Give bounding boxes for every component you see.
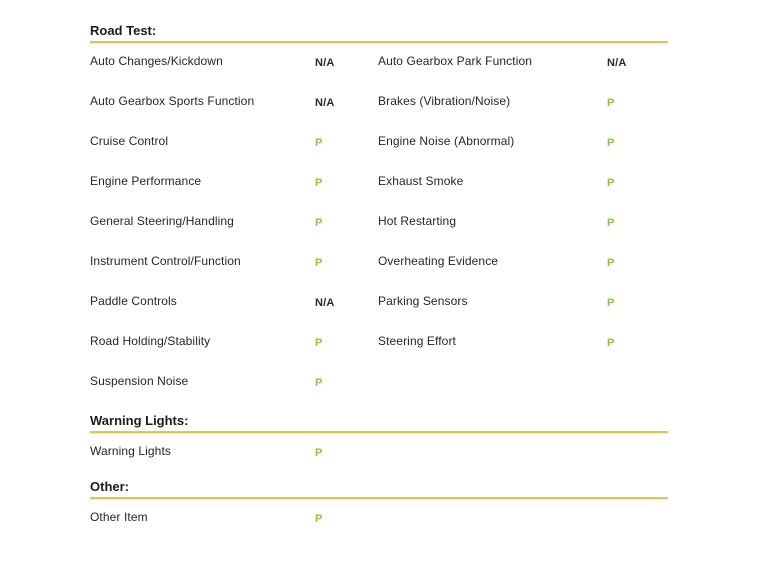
status-value: P (607, 137, 615, 149)
item-label: Engine Noise (Abnormal) (378, 134, 515, 148)
item-label: Auto Gearbox Sports Function (90, 94, 255, 108)
status-value: N/A (315, 297, 335, 309)
status-value: P (315, 513, 323, 525)
section-rows (90, 438, 668, 478)
item-label: Auto Changes/Kickdown (90, 54, 223, 68)
item-label: Parking Sensors (378, 294, 468, 308)
inspection-row (90, 248, 668, 288)
status-value: P (607, 337, 615, 349)
inspection-row (90, 168, 668, 208)
item-label: Auto Gearbox Park Function (378, 54, 533, 68)
inspection-row (90, 88, 668, 128)
status-value: N/A (315, 97, 335, 109)
item-label: Overheating Evidence (378, 254, 499, 268)
item-label: General Steering/Handling (90, 214, 234, 228)
status-value: N/A (607, 57, 627, 69)
inspection-row (90, 504, 668, 544)
section-road-test (90, 24, 668, 408)
item-label: Suspension Noise (90, 374, 189, 388)
section-rows (90, 48, 668, 408)
status-value: P (315, 337, 323, 349)
status-value: P (315, 257, 323, 269)
item-label: Warning Lights (90, 444, 171, 458)
status-value: P (607, 297, 615, 309)
status-value: P (315, 377, 323, 389)
inspection-row (90, 288, 668, 328)
inspection-row (90, 208, 668, 248)
section-title: Other: (90, 480, 668, 499)
status-value: P (607, 257, 615, 269)
status-value: N/A (315, 57, 335, 69)
item-label: Paddle Controls (90, 294, 177, 308)
item-label: Road Holding/Stability (90, 334, 211, 348)
status-value: P (607, 217, 615, 229)
section-title: Warning Lights: (90, 414, 668, 433)
status-value: P (315, 447, 323, 459)
item-label: Engine Performance (90, 174, 202, 188)
inspection-row (90, 48, 668, 88)
section-rows (90, 504, 668, 544)
inspection-row (90, 368, 668, 408)
status-value: P (607, 97, 615, 109)
item-label: Instrument Control/Function (90, 254, 241, 268)
status-value: P (607, 177, 615, 189)
item-label: Cruise Control (90, 134, 169, 148)
inspection-row (90, 438, 668, 478)
item-label: Exhaust Smoke (378, 174, 464, 188)
section-title: Road Test: (90, 24, 668, 43)
item-label: Steering Effort (378, 334, 456, 348)
section-warning-lights (90, 414, 668, 478)
item-label: Hot Restarting (378, 214, 457, 228)
section-other (90, 480, 668, 544)
item-label: Brakes (Vibration/Noise) (378, 94, 511, 108)
status-value: P (315, 217, 323, 229)
status-value: P (315, 177, 323, 189)
inspection-row (90, 328, 668, 368)
item-label: Other Item (90, 510, 148, 524)
inspection-row (90, 128, 668, 168)
status-value: P (315, 137, 323, 149)
